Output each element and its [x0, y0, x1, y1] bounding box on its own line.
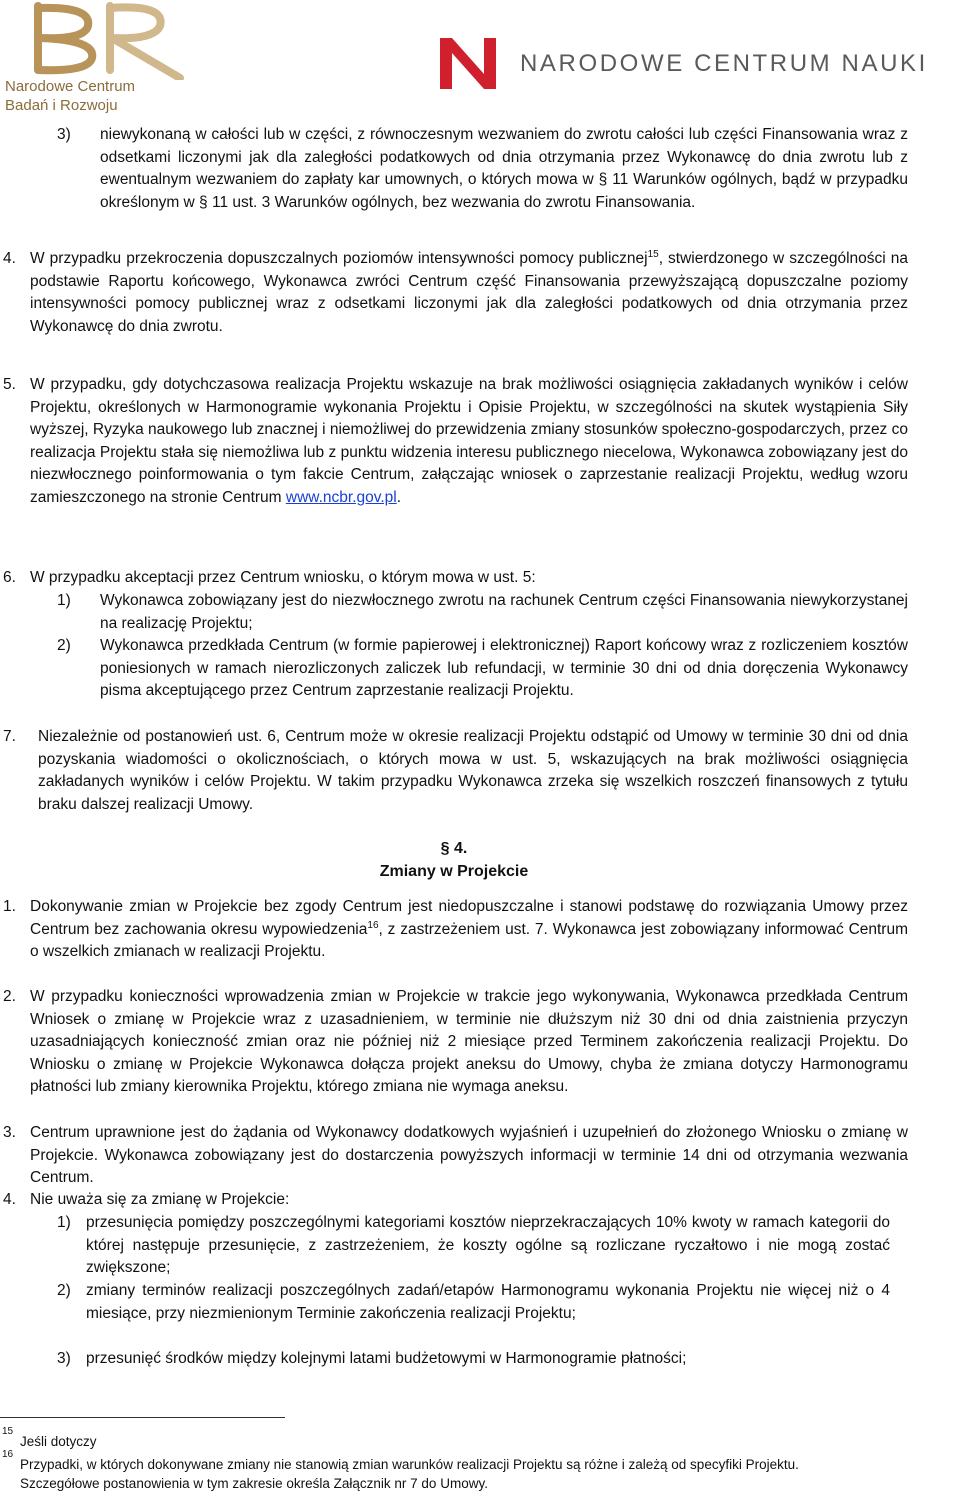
footnote-number: 15 — [2, 1426, 14, 1437]
item-number: 3) — [57, 1350, 71, 1367]
page-header — [0, 0, 960, 120]
item-text: Wykonawca przedkłada Centrum (w formie papierowej i elektronicznej) Raport końcowy wraz z rozliczeniem kosztów poniesionych w ramach nierozliczonych zaliczek lub refundacji, w terminie 30 dni od dnia doręczenia Wykonawcy pisma akceptującego przez Centrum zaprzestanie realizacji Projektu. — [100, 637, 908, 700]
item-text: Wykonawca zobowiązany jest do niezwłocznego zwrotu na rachunek Centrum części Finansowania niewykorzystanej na realizację Projektu; — [100, 592, 908, 632]
item-text: zmiany terminów realizacji poszczególnych zadań/etapów Harmonogramu wykonania Projektu nie więcej niż o 4 miesiące, przy niezmienionym Terminie zakończenia realizacji Projektu; — [86, 1282, 890, 1322]
item-number: 2) — [57, 1282, 71, 1299]
footnote-separator — [0, 1417, 285, 1418]
paragraph-number: 7. — [3, 728, 16, 745]
item-number: 1) — [57, 1214, 71, 1231]
paragraph-text: Nie uważa się za zmianę w Projekcie: — [30, 1191, 290, 1208]
item-number: 2) — [57, 637, 71, 654]
ncbr-br-mark-icon — [0, 0, 220, 80]
footnote-text: Przypadki, w których dokonywane zmiany nie stanowią zmian warunków realizacji Projektu są różne i zależą od specyfiki Projektu. Szczegółowe postanowienia w tym zakresie określa Załącznik nr 7 do Umowy. — [20, 1457, 799, 1491]
paragraph-number: 3. — [3, 1124, 16, 1141]
paragraph-text-part: W przypadku, gdy dotychczasowa realizacja Projektu wskazuje na brak możliwości osiągnięcia zakładanych wyników i celów Projektu, określonych w Harmonogramie wykonania Projektu i Opisie Projektu, w szczególności na skutek wystąpienia Siły wyższej, Ryzyka naukowego lub znacznej i niemożliwej do przewidzenia zmiany stosunków społeczno-gospodarczych, przez co realizacja Projektu stała się niemożliwa lub z punktu widzenia interesu publicznego niecelowa, Wykonawca zobowiązany jest do niezwłocznego poinformowania o tym fakcie Centrum, załączając wniosek o zaprzestanie realizacji Projektu, według wzoru zamieszczonego na stronie Centrum — [30, 376, 908, 506]
item-text: przesunięcia pomiędzy poszczególnymi kategoriami kosztów nieprzekraczających 10% kwoty w ramach kategorii do której następuje przesunięcie, z zastrzeżeniem, że koszty ogólne są rozliczane ryczałtowo i nie mogą zostać zwiększone; — [86, 1214, 890, 1277]
paragraph-number: 2. — [3, 988, 16, 1005]
ncbr-website-link[interactable]: www.ncbr.gov.pl — [285, 488, 397, 506]
footnote-number: 16 — [2, 1449, 14, 1460]
ncn-logo-icon — [438, 36, 500, 91]
ncbr-name-line2: Badań i Rozwoju — [5, 97, 118, 114]
paragraph-number: 5. — [3, 376, 16, 393]
paragraph-text-part: Dokonywanie zmian w Projekcie bez zgody Centrum jest niedopuszczalne i stanowi podstawę do rozwiązania Umowy przez Centrum bez zachowania okresu wypowiedzenia — [30, 898, 908, 938]
footnote-ref-16[interactable]: 16 — [367, 919, 379, 931]
paragraph-number: 4. — [3, 250, 16, 267]
paragraph-text — [30, 374, 908, 510]
footnote-ref-15[interactable]: 15 — [647, 249, 659, 260]
paragraph-number: 1. — [3, 898, 16, 915]
ncn-logo-text: NARODOWE CENTRUM NAUKI — [520, 50, 928, 77]
paragraph-text — [30, 896, 908, 964]
paragraph-text-part: . — [396, 488, 402, 506]
item-text: przesunięć środków między kolejnymi latami budżetowymi w Harmonogramie płatności; — [86, 1350, 687, 1367]
ncbr-name-line1: Narodowe Centrum — [5, 78, 136, 95]
paragraph-number: 4. — [3, 1191, 16, 1208]
paragraph-text-part: , z zastrzeżeniem ust. 7. Wykonawca jest zobowiązany informować Centrum o wszelkich zmianach w realizacji Projektu. — [30, 920, 909, 961]
ncbr-logo — [0, 0, 220, 120]
paragraph-number: 6. — [3, 569, 16, 586]
paragraph-text: W przypadku akceptacji przez Centrum wniosku, o którym mowa w ust. 5: — [30, 569, 536, 586]
section-number: § 4. — [440, 840, 468, 857]
item-text: niewykonaną w całości lub w części, z równoczesnym wezwaniem do zwrotu całości lub części Finansowania wraz z odsetkami liczonymi jak dla zaległości podatkowych od dnia otrzymania przez Wykonawcę do dnia zwrotu lub z ewentualnym wezwaniem do zapłaty kar umownych, o których mowa w § 11 Warunków ogólnych, bądź w przypadku określonym w § 11 ust. 3 Warunków ogólnych, bez wezwania do zwrotu Finansowania. — [100, 126, 908, 211]
footnote-text: Jeśli dotyczy — [20, 1434, 97, 1449]
item-number: 1) — [57, 592, 71, 609]
paragraph-text — [30, 248, 908, 338]
paragraph-text: Centrum uprawnione jest do żądania od Wykonawcy dodatkowych wyjaśnień i uzupełnień do złożonego Wniosku o zmianę w Projekcie. Wykonawca zobowiązany jest do dostarczenia powyższych informacji w terminie 14 dni od otrzymania wezwania Centrum. — [30, 1124, 908, 1187]
item-number: 3) — [57, 126, 71, 143]
paragraph-text: Niezależnie od postanowień ust. 6, Centrum może w okresie realizacji Projektu odstąpić od Umowy w terminie 30 dni od dnia pozyskania wiadomości o okolicznościach, o których mowa w ust. 5, wskazujących na brak możliwości osiągnięcia zakładanych wyników i celów Projektu. W takim przypadku Wykonawca zrzeka się wszelkich roszczeń finansowych z tytułu braku dalszej realizacji Umowy. — [38, 728, 908, 813]
paragraph-text: W przypadku konieczności wprowadzenia zmian w Projekcie w trakcie jego wykonywania, Wykonawca przedkłada Centrum Wniosek o zmianę w Projekcie wraz z uzasadnieniem, w terminie nie dłuższym niż 30 dni od dnia zaistnienia przyczyn uzasadniających konieczność zmian oraz nie później niż 2 miesiące przed Terminem zakończenia realizacji Projektu. Do Wniosku o zmianę w Projekcie Wykonawca dołącza projekt aneksu do Umowy, chyba że zmiana dotyczy Harmonogramu płatności lub zmiany kierownika Projektu, którego zmiana nie wymaga aneksu. — [30, 988, 908, 1096]
paragraph-text-part: W przypadku przekroczenia dopuszczalnych poziomów intensywności pomocy publicznej — [30, 250, 648, 267]
section-title: Zmiany w Projekcie — [379, 863, 529, 880]
paragraph-text-part: , stwierdzonego w szczególności na podstawie Raportu końcowego, Wykonawca zwróci Centrum część Finansowania przewyższającą dopuszczalne poziomy intensywności pomocy publicznej wraz z odsetkami liczonymi jak dla zaległości podatkowych od dnia otrzymania przez Wykonawcę do dnia zwrotu. — [30, 250, 909, 335]
